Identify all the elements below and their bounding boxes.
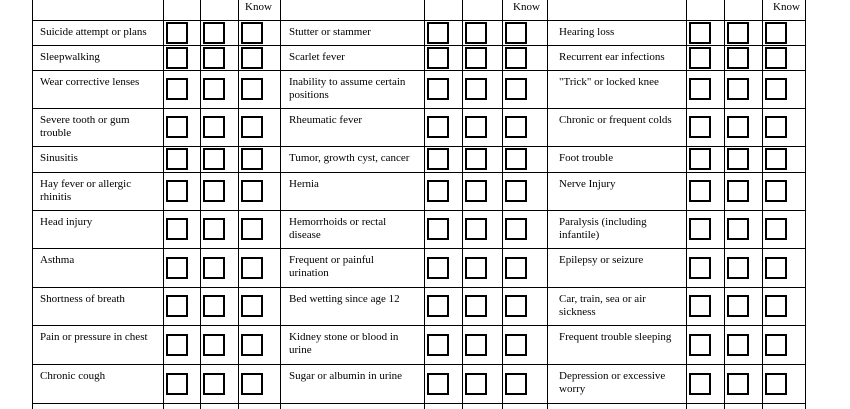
dont-know-checkbox[interactable] — [765, 257, 787, 279]
no-checkbox[interactable] — [465, 22, 487, 44]
dont-know-checkbox[interactable] — [505, 116, 527, 138]
dont-know-checkbox[interactable] — [505, 47, 527, 69]
yes-checkbox[interactable] — [166, 334, 188, 356]
row-divider — [32, 146, 805, 147]
yes-checkbox[interactable] — [427, 218, 449, 240]
yes-checkbox[interactable] — [427, 116, 449, 138]
dont-know-checkbox[interactable] — [241, 295, 263, 317]
no-checkbox[interactable] — [465, 148, 487, 170]
condition-label: Rheumatic fever — [289, 114, 362, 126]
yes-checkbox[interactable] — [689, 78, 711, 100]
dont-know-checkbox[interactable] — [765, 148, 787, 170]
yes-checkbox[interactable] — [427, 334, 449, 356]
yes-checkbox[interactable] — [689, 47, 711, 69]
condition-label: Stutter or stammer — [289, 26, 371, 38]
no-checkbox[interactable] — [203, 218, 225, 240]
yes-checkbox[interactable] — [689, 257, 711, 279]
column-divider — [163, 0, 164, 409]
condition-label: Pain or pressure in chest — [40, 331, 148, 343]
no-checkbox[interactable] — [465, 295, 487, 317]
condition-label: Sleepwalking — [40, 51, 100, 63]
yes-checkbox[interactable] — [166, 148, 188, 170]
no-checkbox[interactable] — [727, 218, 749, 240]
condition-label: Paralysis (including infantile) — [559, 216, 647, 241]
condition-label: Shortness of breath — [40, 293, 125, 305]
row-divider — [32, 403, 805, 404]
dont-know-checkbox[interactable] — [241, 47, 263, 69]
condition-label: Sinusitis — [40, 152, 78, 164]
condition-label: Kidney stone or blood in urine — [289, 331, 399, 356]
column-divider — [686, 0, 687, 409]
dont-know-checkbox[interactable] — [505, 295, 527, 317]
condition-label: Foot trouble — [559, 152, 614, 164]
condition-label: Frequent trouble sleeping — [559, 331, 672, 343]
no-checkbox[interactable] — [465, 78, 487, 100]
row-divider — [32, 287, 805, 288]
dont-know-checkbox[interactable] — [241, 334, 263, 356]
row-divider — [32, 20, 805, 21]
no-checkbox[interactable] — [203, 22, 225, 44]
row-divider — [32, 70, 805, 71]
column-divider — [280, 0, 281, 409]
yes-checkbox[interactable] — [166, 295, 188, 317]
column-divider — [424, 0, 425, 409]
dont-know-checkbox[interactable] — [505, 148, 527, 170]
condition-label: Head injury — [40, 216, 93, 228]
dont-know-checkbox[interactable] — [505, 180, 527, 202]
row-divider — [32, 210, 805, 211]
yes-checkbox[interactable] — [689, 22, 711, 44]
column-divider — [502, 0, 503, 409]
no-checkbox[interactable] — [465, 373, 487, 395]
no-checkbox[interactable] — [727, 116, 749, 138]
dont-know-checkbox[interactable] — [505, 257, 527, 279]
column-divider — [547, 0, 548, 409]
yes-checkbox[interactable] — [166, 78, 188, 100]
condition-label: Hemorrhoids or rectal disease — [289, 216, 387, 241]
condition-label: Frequent or painful urination — [289, 254, 374, 279]
condition-label: Nerve Injury — [559, 178, 616, 190]
no-checkbox[interactable] — [203, 295, 225, 317]
yes-checkbox[interactable] — [689, 180, 711, 202]
no-checkbox[interactable] — [203, 257, 225, 279]
column-divider — [238, 0, 239, 409]
no-checkbox[interactable] — [465, 257, 487, 279]
condition-label: Tumor, growth cyst, cancer — [289, 152, 410, 164]
row-divider — [32, 172, 805, 173]
no-checkbox[interactable] — [727, 373, 749, 395]
condition-label: Asthma — [40, 254, 75, 266]
yes-checkbox[interactable] — [166, 47, 188, 69]
dont-know-checkbox[interactable] — [241, 78, 263, 100]
dont-know-checkbox[interactable] — [505, 22, 527, 44]
yes-checkbox[interactable] — [689, 116, 711, 138]
yes-checkbox[interactable] — [689, 148, 711, 170]
dont-know-checkbox[interactable] — [765, 22, 787, 44]
no-checkbox[interactable] — [203, 148, 225, 170]
no-checkbox[interactable] — [727, 257, 749, 279]
yes-checkbox[interactable] — [689, 218, 711, 240]
dont-know-checkbox[interactable] — [505, 334, 527, 356]
dont-know-checkbox[interactable] — [765, 295, 787, 317]
yes-checkbox[interactable] — [689, 373, 711, 395]
column-divider — [32, 0, 33, 409]
no-checkbox[interactable] — [727, 334, 749, 356]
no-checkbox[interactable] — [727, 22, 749, 44]
header-know-label: Know — [513, 1, 540, 13]
condition-label: Sugar or albumin in urine — [289, 370, 403, 382]
dont-know-checkbox[interactable] — [505, 218, 527, 240]
dont-know-checkbox[interactable] — [241, 218, 263, 240]
yes-checkbox[interactable] — [689, 295, 711, 317]
no-checkbox[interactable] — [465, 47, 487, 69]
yes-checkbox[interactable] — [427, 180, 449, 202]
dont-know-checkbox[interactable] — [765, 47, 787, 69]
dont-know-checkbox[interactable] — [765, 116, 787, 138]
condition-label: "Trick" or locked knee — [559, 76, 659, 88]
dont-know-checkbox[interactable] — [765, 334, 787, 356]
yes-checkbox[interactable] — [166, 218, 188, 240]
no-checkbox[interactable] — [727, 47, 749, 69]
no-checkbox[interactable] — [727, 148, 749, 170]
yes-checkbox[interactable] — [427, 22, 449, 44]
condition-label: Severe tooth or gum trouble — [40, 114, 130, 139]
condition-label: Bed wetting since age 12 — [289, 293, 400, 305]
column-divider — [724, 0, 725, 409]
dont-know-checkbox[interactable] — [765, 180, 787, 202]
dont-know-checkbox[interactable] — [241, 180, 263, 202]
no-checkbox[interactable] — [727, 78, 749, 100]
condition-label: Suicide attempt or plans — [40, 26, 147, 38]
column-divider — [762, 0, 763, 409]
dont-know-checkbox[interactable] — [505, 373, 527, 395]
row-divider — [32, 248, 805, 249]
no-checkbox[interactable] — [203, 47, 225, 69]
yes-checkbox[interactable] — [427, 373, 449, 395]
no-checkbox[interactable] — [203, 78, 225, 100]
no-checkbox[interactable] — [203, 373, 225, 395]
yes-checkbox[interactable] — [427, 78, 449, 100]
row-divider — [32, 108, 805, 109]
row-divider — [32, 364, 805, 365]
condition-label: Car, train, sea or air sickness — [559, 293, 646, 318]
condition-label: Epilepsy or seizure — [559, 254, 644, 266]
yes-checkbox[interactable] — [427, 148, 449, 170]
yes-checkbox[interactable] — [166, 180, 188, 202]
yes-checkbox[interactable] — [166, 373, 188, 395]
condition-label: Chronic or frequent colds — [559, 114, 672, 126]
no-checkbox[interactable] — [465, 180, 487, 202]
yes-checkbox[interactable] — [427, 47, 449, 69]
no-checkbox[interactable] — [203, 180, 225, 202]
row-divider — [32, 325, 805, 326]
condition-label: Hernia — [289, 178, 319, 190]
no-checkbox[interactable] — [203, 334, 225, 356]
no-checkbox[interactable] — [203, 116, 225, 138]
condition-label: Hay fever or allergic rhinitis — [40, 178, 132, 203]
column-divider — [462, 0, 463, 409]
no-checkbox[interactable] — [727, 180, 749, 202]
yes-checkbox[interactable] — [166, 257, 188, 279]
condition-label: Depression or excessive worry — [559, 370, 666, 395]
condition-label: Recurrent ear infections — [559, 51, 665, 63]
condition-label: Scarlet fever — [289, 51, 345, 63]
condition-label: Chronic cough — [40, 370, 106, 382]
condition-label: Wear corrective lenses — [40, 76, 140, 88]
yes-checkbox[interactable] — [427, 257, 449, 279]
dont-know-checkbox[interactable] — [765, 373, 787, 395]
dont-know-checkbox[interactable] — [241, 148, 263, 170]
yes-checkbox[interactable] — [427, 295, 449, 317]
dont-know-checkbox[interactable] — [765, 78, 787, 100]
yes-checkbox[interactable] — [166, 116, 188, 138]
no-checkbox[interactable] — [465, 218, 487, 240]
row-divider — [32, 45, 805, 46]
dont-know-checkbox[interactable] — [241, 257, 263, 279]
header-know-label: Know — [773, 1, 800, 13]
column-divider — [805, 0, 806, 409]
no-checkbox[interactable] — [465, 334, 487, 356]
yes-checkbox[interactable] — [166, 22, 188, 44]
header-know-label: Know — [245, 1, 272, 13]
dont-know-checkbox[interactable] — [241, 373, 263, 395]
no-checkbox[interactable] — [465, 116, 487, 138]
dont-know-checkbox[interactable] — [505, 78, 527, 100]
column-divider — [200, 0, 201, 409]
condition-label: Inability to assume certain positions — [289, 76, 406, 101]
dont-know-checkbox[interactable] — [241, 116, 263, 138]
yes-checkbox[interactable] — [689, 334, 711, 356]
condition-label: Hearing loss — [559, 26, 615, 38]
dont-know-checkbox[interactable] — [241, 22, 263, 44]
no-checkbox[interactable] — [727, 295, 749, 317]
dont-know-checkbox[interactable] — [765, 218, 787, 240]
